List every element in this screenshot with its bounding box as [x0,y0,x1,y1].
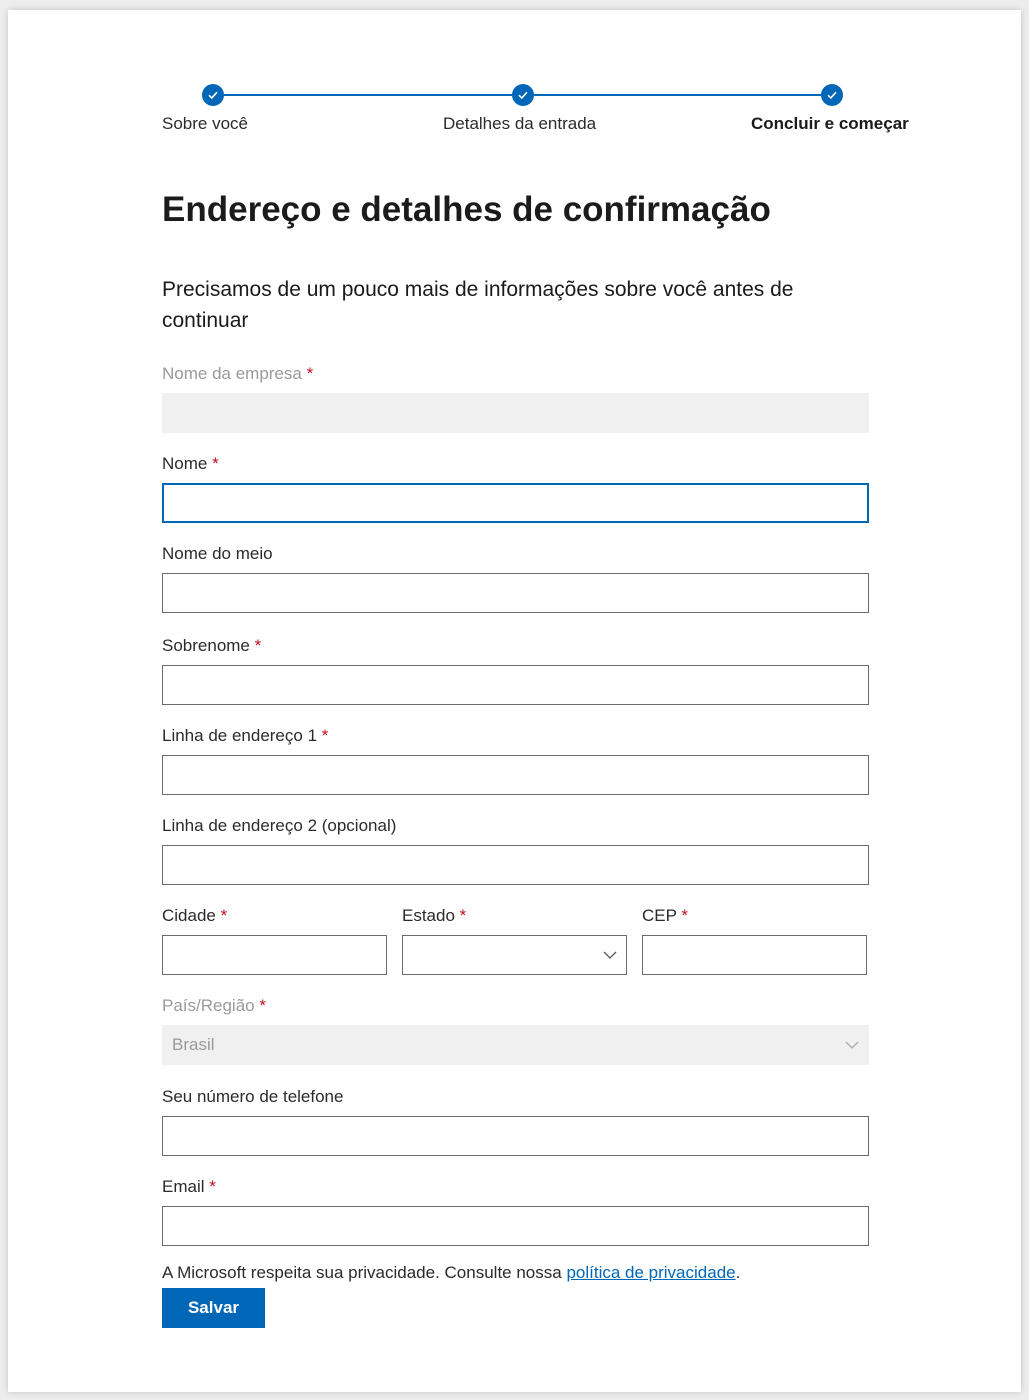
email-field [162,1177,869,1246]
step-3-label: Concluir e começar [751,114,909,133]
privacy-policy-link[interactable]: política de privacidade [566,1263,736,1282]
page-subtitle: Precisamos de um pouco mais de informações sobre você antes de continuar [162,278,794,332]
city-label [162,906,387,926]
country-select [162,1025,869,1065]
state-label [402,906,627,926]
middle-name-input[interactable] [162,573,869,613]
city-input[interactable] [162,935,387,975]
required-marker: * [459,906,467,925]
first-name-input[interactable] [162,483,869,523]
step-connector-2 [534,94,821,96]
step-2-completed-indicator [512,84,534,106]
chevron-down-icon [844,1037,860,1053]
privacy-notice [162,1263,740,1283]
required-marker: * [254,636,262,655]
step-3-current-indicator [821,84,843,106]
step-2-label: Detalhes da entrada [443,114,597,133]
middle-name-field [162,544,869,613]
address-line-1-label [162,726,869,746]
required-marker: * [212,454,219,473]
address-line-1-field [162,726,869,795]
country-select-value: Brasil [172,1035,215,1054]
last-name-input[interactable] [162,665,869,705]
save-button[interactable]: Salvar [162,1288,265,1328]
zip-label [642,906,867,926]
page-title: Endereço e detalhes de confirmação [162,190,771,229]
zip-input[interactable] [642,935,867,975]
state-label-text: Estado [402,906,455,925]
zip-label-text: CEP [642,906,677,925]
address-line-2-field [162,816,869,885]
phone-input[interactable] [162,1116,869,1156]
required-marker: * [681,906,689,925]
email-label-text: Email [162,1177,205,1196]
last-name-field [162,636,869,705]
company-input [162,393,869,433]
address-line-2-input[interactable] [162,845,869,885]
privacy-suffix: . [735,1263,741,1282]
middle-name-label [162,544,869,564]
state-select[interactable] [402,935,627,975]
checkmark-icon [517,89,529,101]
step-1-label: Sobre você [162,114,248,133]
city-label-text: Cidade [162,906,216,925]
required-marker: * [220,906,228,925]
phone-label [162,1087,869,1107]
last-name-label [162,636,869,656]
company-label [162,364,869,384]
country-field [162,996,869,1065]
chevron-down-icon [602,947,618,963]
first-name-label-text: Nome [162,454,208,473]
city-field [162,906,387,975]
checkmark-icon [826,89,838,101]
required-marker: * [306,364,314,383]
country-label [162,996,869,1016]
page-card [8,10,1021,1392]
last-name-label-text: Sobrenome [162,636,250,655]
state-field [402,906,627,975]
checkmark-icon [207,89,219,101]
step-1-completed-indicator [202,84,224,106]
phone-label-text: Seu número de telefone [162,1087,344,1106]
phone-field [162,1087,869,1156]
step-connector-1 [224,94,512,96]
progress-stepper [162,84,922,144]
company-field [162,364,869,433]
country-label-text: País/Região [162,996,255,1015]
address-line-1-input[interactable] [162,755,869,795]
email-label [162,1177,869,1197]
required-marker: * [209,1177,216,1196]
address-line-2-label-text: Linha de endereço 2 (opcional) [162,816,397,835]
email-input[interactable] [162,1206,869,1246]
address-line-1-label-text: Linha de endereço 1 [162,726,318,745]
address-line-2-label [162,816,869,836]
zip-field [642,906,867,975]
required-marker: * [259,996,266,1015]
first-name-label [162,454,869,474]
privacy-text: A Microsoft respeita sua privacidade. Consulte nossa [162,1263,567,1282]
required-marker: * [321,726,329,745]
middle-name-label-text: Nome do meio [162,544,273,563]
first-name-field [162,454,869,523]
company-label-text: Nome da empresa [162,364,302,383]
